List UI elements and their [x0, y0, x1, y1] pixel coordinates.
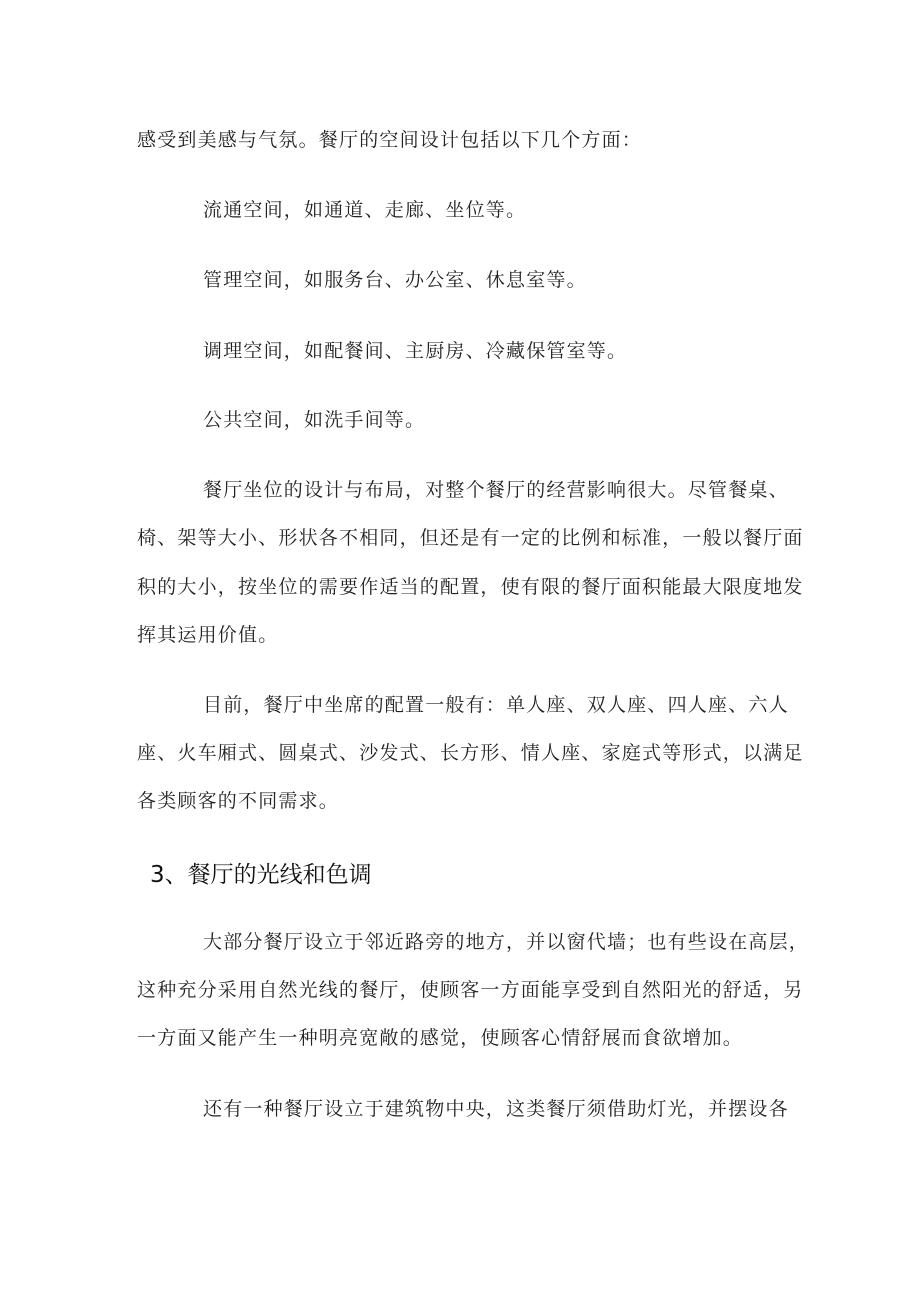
paragraph-seat-types-line-1: 目前，餐厅中坐席的配置一般有：单人座、双人座、四人座、六人	[203, 694, 789, 716]
paragraph-seating-line-2: 椅、架等大小、形状各不相同，但还是有一定的比例和标准，一般以餐厅面	[137, 527, 804, 549]
paragraph-seating-line-4: 挥其运用价值。	[137, 624, 279, 646]
paragraph-line: 感受到美感与气氛。餐厅的空间设计包括以下几个方面：	[137, 129, 643, 151]
list-item-kitchen-space: 调理空间，如配餐间、主厨房、冷藏保管室等。	[203, 340, 628, 362]
paragraph-seat-types-line-3: 各类顾客的不同需求。	[137, 790, 340, 812]
list-item-management-space: 管理空间，如服务台、办公室、休息室等。	[203, 269, 587, 291]
paragraph-central-line-1: 还有一种餐厅设立于建筑物中央，这类餐厅须借助灯光，并摆设各	[203, 1098, 789, 1120]
paragraph-light-line-3: 一方面又能产生一种明亮宽敞的感觉，使顾客心情舒展而食欲增加。	[137, 1027, 744, 1049]
list-item-public-space: 公共空间，如洗手间等。	[203, 409, 426, 431]
paragraph-seat-types-line-2: 座、火车厢式、圆桌式、沙发式、长方形、情人座、家庭式等形式，以满足	[137, 742, 804, 764]
paragraph-light-line-1: 大部分餐厅设立于邻近路旁的地方，并以窗代墙；也有些设在高层，	[203, 931, 810, 953]
section-heading: 3、餐厅的光线和色调	[150, 862, 372, 888]
list-item-circulation-space: 流通空间，如通道、走廊、坐位等。	[203, 199, 527, 221]
paragraph-seating-line-3: 积的大小，按坐位的需要作适当的配置，使有限的餐厅面积能最大限度地发	[137, 576, 804, 598]
paragraph-seating-line-1: 餐厅坐位的设计与布局，对整个餐厅的经营影响很大。尽管餐桌、	[203, 479, 789, 501]
paragraph-light-line-2: 这种充分采用自然光线的餐厅，使顾客一方面能享受到自然阳光的舒适，另	[137, 979, 804, 1001]
